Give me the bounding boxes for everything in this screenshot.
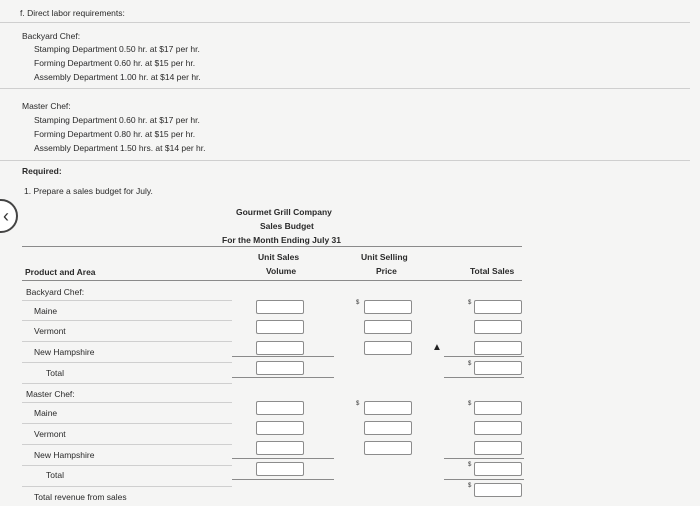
master-vermont-price-input[interactable] (364, 421, 412, 435)
master-new-hampshire-row: New Hampshire (34, 450, 95, 460)
required-task: 1. Prepare a sales budget for July. (24, 186, 153, 196)
master-maine-volume-input[interactable] (256, 401, 304, 415)
backyard-new-hampshire-row: New Hampshire (34, 347, 95, 357)
budget-period: For the Month Ending July 31 (222, 235, 341, 245)
currency-symbol: $ (468, 483, 472, 489)
subtotal-rule (232, 356, 334, 357)
backyard-forming-line: Forming Department 0.60 hr. at $15 per hr. (34, 58, 196, 68)
divider (0, 160, 690, 161)
master-total-volume-input[interactable] (256, 462, 304, 476)
column-header-rule (22, 280, 522, 281)
backyard-stamping-line: Stamping Department 0.50 hr. at $17 per hr. (34, 44, 200, 54)
col-total-sales: Total Sales (470, 266, 515, 276)
subtotal-rule (444, 356, 524, 357)
direct-labor-heading: f. Direct labor requirements: (20, 8, 125, 18)
currency-symbol: $ (356, 401, 360, 407)
currency-symbol: $ (468, 462, 472, 468)
row-divider (22, 362, 232, 363)
master-vermont-volume-input[interactable] (256, 421, 304, 435)
currency-symbol: $ (468, 401, 472, 407)
row-divider (22, 465, 232, 466)
row-divider (22, 423, 232, 424)
master-total-row: Total (46, 470, 64, 480)
backyard-vermont-price-input[interactable] (364, 320, 412, 334)
row-divider (22, 341, 232, 342)
row-divider (22, 486, 232, 487)
master-assembly-line: Assembly Department 1.50 hrs. at $14 per hr. (34, 143, 206, 153)
row-divider (22, 300, 232, 301)
backyard-total-row: Total (46, 368, 64, 378)
total-rule (232, 377, 334, 378)
cursor-icon: ▲ (432, 342, 442, 353)
total-rule (232, 479, 334, 480)
master-maine-row: Maine (34, 408, 58, 418)
subtotal-rule (232, 458, 334, 459)
total-rule (444, 377, 524, 378)
row-divider (22, 444, 232, 445)
previous-nav-button[interactable] (0, 199, 18, 233)
backyard-vermont-volume-input[interactable] (256, 320, 304, 334)
master-vermont-row: Vermont (34, 429, 66, 439)
backyard-maine-total-input[interactable] (474, 300, 522, 314)
backyard-total-sales-input[interactable] (474, 361, 522, 375)
backyard-nh-price-input[interactable] (364, 341, 412, 355)
header-rule (22, 246, 522, 247)
master-maine-total-input[interactable] (474, 401, 522, 415)
col-unit-price-2: Price (376, 266, 397, 276)
required-label: Required: (22, 166, 62, 176)
master-total-sales-input[interactable] (474, 462, 522, 476)
backyard-vermont-row: Vermont (34, 326, 66, 336)
master-maine-price-input[interactable] (364, 401, 412, 415)
currency-symbol: $ (468, 300, 472, 306)
master-stamping-line: Stamping Department 0.60 hr. at $17 per hr. (34, 115, 200, 125)
currency-symbol: $ (356, 300, 360, 306)
master-chef-row: Master Chef: (26, 389, 75, 399)
subtotal-rule (444, 458, 524, 459)
col-unit-sales-1: Unit Sales (258, 252, 300, 262)
master-chef-label: Master Chef: (22, 101, 71, 111)
backyard-chef-label: Backyard Chef: (22, 31, 81, 41)
grand-total-row: Total revenue from sales (34, 492, 127, 502)
master-nh-price-input[interactable] (364, 441, 412, 455)
backyard-total-volume-input[interactable] (256, 361, 304, 375)
backyard-nh-total-input[interactable] (474, 341, 522, 355)
grand-total-sales-input[interactable] (474, 483, 522, 497)
currency-symbol: $ (468, 361, 472, 367)
backyard-maine-row: Maine (34, 306, 58, 316)
master-nh-total-input[interactable] (474, 441, 522, 455)
row-divider (22, 383, 232, 384)
col-unit-sales-2: Volume (266, 266, 297, 276)
backyard-assembly-line: Assembly Department 1.00 hr. at $14 per hr. (34, 72, 201, 82)
col-unit-price-1: Unit Selling (361, 252, 408, 262)
backyard-nh-volume-input[interactable] (256, 341, 304, 355)
row-divider (22, 402, 232, 403)
backyard-vermont-total-input[interactable] (474, 320, 522, 334)
master-vermont-total-input[interactable] (474, 421, 522, 435)
budget-title: Sales Budget (260, 221, 314, 231)
backyard-chef-row: Backyard Chef: (26, 287, 85, 297)
total-rule (444, 479, 524, 480)
divider (0, 22, 690, 23)
master-nh-volume-input[interactable] (256, 441, 304, 455)
company-name: Gourmet Grill Company (236, 207, 332, 217)
backyard-maine-volume-input[interactable] (256, 300, 304, 314)
chevron-left-icon: ‹ (3, 205, 9, 226)
col-product-area: Product and Area (25, 267, 96, 277)
row-divider (22, 320, 232, 321)
master-forming-line: Forming Department 0.80 hr. at $15 per hr. (34, 129, 196, 139)
divider (0, 88, 690, 89)
backyard-maine-price-input[interactable] (364, 300, 412, 314)
